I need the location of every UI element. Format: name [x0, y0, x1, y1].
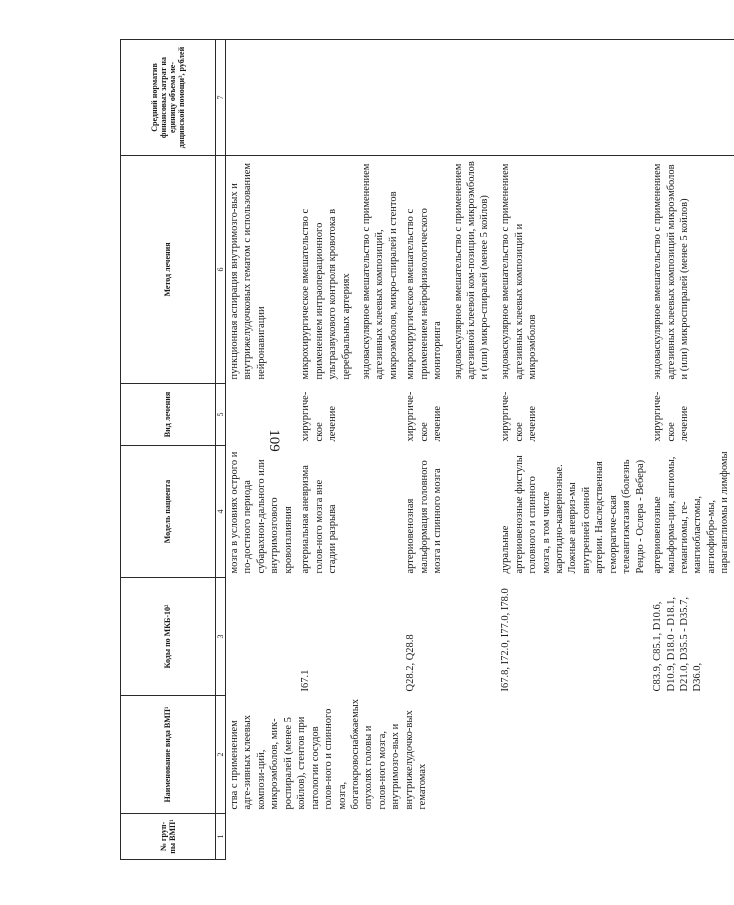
- column-number: 1: [216, 814, 226, 860]
- column-number: 2: [216, 696, 226, 814]
- method-text: эндоваскулярное вмешательство с применением адгезивной клеевой ком-позиции, микроэмболов и (или) микро-спиралей (менее 5 койлов): [452, 161, 491, 380]
- mkb-cell: C83.9, C85.1, D10.6, D10.9, D18.0 - D18.1, D21.0, D35.5 - D35.7, D36.0,: [652, 597, 704, 692]
- page-number: 109: [265, 429, 282, 452]
- treatment-method-cell: [497, 156, 649, 384]
- column-number: 6: [216, 156, 226, 384]
- method-text: эндоваскулярное вмешательство с применением адгезивных клеевых композиций и микроэмболов: [500, 163, 539, 380]
- treatment-type-cell: [226, 384, 298, 446]
- treatment-type-cell: хирургиче-ское лечение: [652, 391, 690, 442]
- vmp-name-cell: ства с применением адге-зивных клеевых компози-ций, микроэмболов, мик-роспиралей (менее 5 койлов), стентов при патологии сосудов голов-ного и спинного мозга, богатокровоснабжаемых опухолях головы и голов-ного мозга, внутримозго-вых и внутрижелудочко-вых гематомах: [229, 698, 429, 810]
- patient-model-cell: артериальная аневризма голов-ного мозга вне стадии разрыва: [300, 465, 339, 574]
- method-text: микрохирургическое вмешательство с применением интраоперационного ультразвукового контроля кровотока в церебральных артериях: [300, 208, 352, 380]
- patient-model-cell: артериовенозные мальформа-ции, ангиомы, гемангиомы, ге-мангиобластомы, ангиофибро-мы, параганглиомы и лимфомы: [652, 451, 731, 574]
- method-text: микрохирургическое вмешательство с применением нейрофизиологического мониторинга: [405, 208, 444, 380]
- header-cost-norm: Средний норматив финансовых затрат на единицу объема ме-дицинской помощи³, рублей: [121, 40, 216, 156]
- method-text: эндоваскулярное вмешательство с применением адгезивных клеевых композиций микроэмболов и (или) микроспиралей (менее 5 койлов): [652, 163, 690, 380]
- header-row: [121, 40, 216, 860]
- column-number: 5: [216, 384, 226, 446]
- column-number: 3: [216, 578, 226, 696]
- mkb-cell: I67.1: [300, 669, 312, 692]
- column-number: 4: [216, 446, 226, 578]
- header-vmp-name: Наименование вида ВМП¹: [121, 696, 216, 814]
- rotated-table-container: [120, 40, 731, 860]
- vmp-table: [120, 39, 734, 860]
- group-number-cell: [649, 814, 734, 860]
- treatment-method-cell: [226, 156, 298, 384]
- method-text: эндоваскулярное вмешательство с применением адгезивных клеевых композиций, микроэмболов, микро-спиралей и стентов: [360, 163, 399, 380]
- mkb-cell: Q28.2, Q28.8: [405, 634, 417, 692]
- vmp-name-cell: [649, 696, 734, 814]
- method-text: пункционная аспирация внутримозго-вых и внутрижелудочковых гематом с использованием нейронавигации: [229, 162, 267, 380]
- patient-model-cell: дуральные артериовенозные фистулы головного и спинного мозга, в том числе каротидно-кавернозные. Ложные аневриз-мы внутренней сонной артерии. Наследственная геморрагиче-ская телеангиэктазия (болезнь Рендю - Ослера - Вебера): [500, 455, 646, 574]
- treatment-method-cell: [297, 156, 402, 384]
- patient-model-cell: мозга в условиях острого и по-достного периода субарахнои-дального или внутримозгового кровоизлияния: [229, 451, 294, 574]
- treatment-type-cell: хирургиче-ское лечение: [300, 391, 339, 442]
- mkb-cell: I67.8, I72.0, I77.0, I78.0: [500, 588, 512, 692]
- table-row: [226, 40, 298, 860]
- treatment-method-cell: [402, 156, 497, 384]
- patient-model-cell: артериовенозная мальформация головного мозга и спинного мозга: [405, 460, 444, 574]
- header-patient-model: Модель пациента: [121, 446, 216, 578]
- cost-cell: [226, 40, 734, 156]
- treatment-method-cell: [649, 156, 734, 384]
- mkb-cell: [226, 578, 298, 696]
- treatment-type-cell: хирургиче-ское лечение: [405, 391, 444, 442]
- header-treatment-type: Вид лечения: [121, 384, 216, 446]
- header-mkb-codes: Коды по МКБ-10²: [121, 578, 216, 696]
- table-row: [649, 40, 734, 860]
- header-group-number: № груп-пы ВМП¹: [121, 814, 216, 860]
- treatment-type-cell: хирургиче-ское лечение: [500, 391, 539, 442]
- header-treatment-method: Метод лечения: [121, 156, 216, 384]
- column-number: 7: [216, 40, 226, 156]
- group-number-cell: [226, 814, 650, 860]
- column-number-row: [216, 40, 226, 860]
